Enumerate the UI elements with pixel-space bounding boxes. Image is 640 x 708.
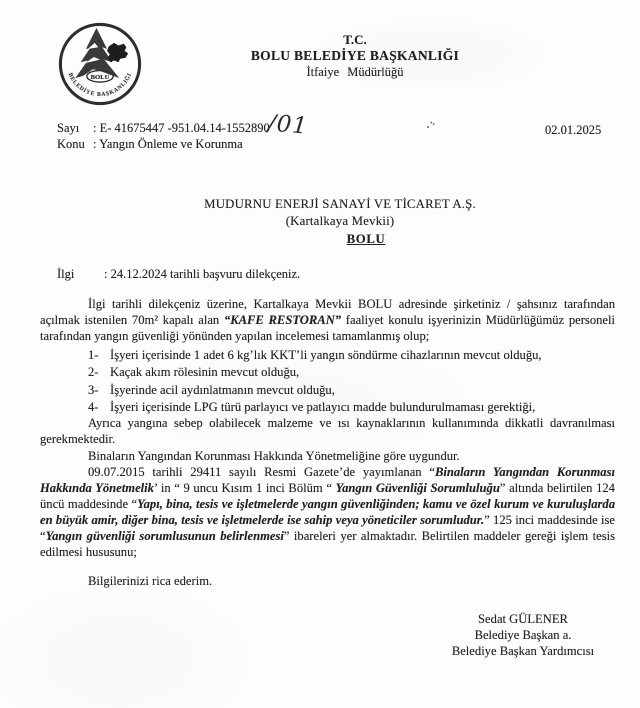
addressee-location: (Kartalkaya Mevkii) — [285, 214, 395, 228]
subject-row — [57, 136, 270, 152]
addressee-name: MUDURNU ENERJİ SANAYİ VE TİCARET A.Ş. — [204, 197, 476, 211]
closing-line: Bilgilerinizi rica ederim. — [88, 573, 213, 588]
subject-value: : Yangın Önleme ve Korunma — [93, 137, 243, 151]
paragraph-legal — [40, 465, 615, 560]
finding-item-3 — [40, 382, 615, 399]
republic-abbreviation: T.C. — [343, 32, 367, 47]
province-silhouette-icon — [107, 43, 128, 62]
paragraph-inspection-text-2: faaliyet konulu işyerinizin Müdürlüğümüz personeli tarafından yangın güvenliği yönünden yapılan incelemesi tamamlanmış olup; — [40, 312, 615, 343]
article-124-quote: Yapı, bina, tesis ve işletmelerde yangın güvenliğinden; kamu ve özel kurum ve kuruluşlarda en büyük amir, diğer bina, tesis ve işletmelerde ise sahip veya yöneticiler sorumludur. — [40, 496, 615, 527]
finding-item-4 — [40, 399, 615, 416]
finding-number-1: 1- — [88, 347, 99, 362]
seal-org-text: BELEDİYE BAŞKANLIĞI — [66, 72, 134, 99]
business-type-quote: “KAFE RESTORAN” — [223, 312, 342, 327]
findings-list — [40, 347, 615, 417]
letter-body — [40, 297, 615, 589]
reference-line — [57, 267, 300, 282]
finding-item-2 — [40, 364, 615, 381]
legal-text-2: ’ in “ 9 uncu Kısım 1 inci Bölüm “ — [153, 480, 336, 495]
legal-text-5: ” ibareleri yer almaktadır. Belirtilen maddeler gereği işlem tesis edilmesi hususunu; — [40, 528, 616, 559]
letterhead — [175, 32, 535, 80]
section-title-quote: Yangın Güvenliği Sorumluluğu — [335, 480, 500, 495]
finding-number-2: 2- — [88, 365, 99, 380]
signature-block — [392, 612, 640, 659]
finding-text-2: Kaçak akım rölesinin mevcut olduğu, — [110, 365, 300, 380]
reference-label: İlgi — [57, 267, 75, 281]
document-date: 02.01.2025 — [545, 123, 602, 137]
subject-label: Konu — [57, 137, 85, 151]
signer-title-1: Belediye Başkan a. — [474, 627, 572, 642]
document-meta — [57, 120, 270, 152]
seal-city-name: BOLU — [90, 73, 110, 81]
finding-number-4: 4- — [88, 399, 99, 414]
addressee-block — [40, 196, 640, 248]
legal-text-4: ” 125 inci maddesinde ise “ — [40, 512, 615, 543]
paragraph-compliance: Binaların Yangından Korunması Hakkında Yönetmeliğine göre uygundur. — [88, 449, 460, 464]
handwritten-annotation: /01 — [266, 110, 310, 140]
reference-value: : 24.12.2024 tarihli başvuru dilekçeniz. — [104, 267, 301, 281]
legal-text-3: ” altında belirtilen 124 üncü maddesinde “ — [40, 480, 615, 511]
number-value: : E- 41675447 -951.04.14-1552890 — [93, 121, 270, 135]
finding-text-4: İşyeri içerisinde LPG türü parlayıcı ve patlayıcı madde bulundurulmaması gerektiği, — [110, 399, 536, 414]
paragraph-inspection — [40, 297, 615, 345]
finding-number-3: 3- — [88, 382, 99, 397]
finding-item-1 — [40, 347, 615, 364]
number-label: Sayı — [57, 121, 80, 135]
document-number-row — [57, 120, 270, 136]
paragraph-inspection-text-1: İlgi tarihli dilekçeniz üzerine, Kartalkaya Mevkii BOLU adresinde şirketiniz / şahsınız tarafından açılmak istenilen 70m² kapalı alan — [40, 297, 615, 327]
seal-banner — [87, 71, 113, 82]
signer-title-2: Belediye Başkan Yardımcısı — [451, 643, 595, 658]
signer-name: Sedat GÜLENER — [478, 612, 568, 626]
addressee-city: BOLU — [346, 232, 386, 246]
department-title: İtfaiye Müdürlüğü — [306, 65, 404, 79]
finding-text-3: İşyerinde acil aydınlatmanın mevcut olduğu, — [110, 382, 335, 397]
paragraph-caution: Ayrıca yangına sebep olabilecek malzeme ve ısı kaynaklarının kullanımında dikkatli davranılması gerekmektedir. — [40, 416, 615, 447]
regulation-title-quote: Binaların Yangından Korunması Hakkında Yönetmelik — [40, 465, 615, 495]
municipality-title: BOLU BELEDİYE BAŞKANLIĞI — [250, 48, 460, 63]
municipality-seal-logo — [56, 20, 144, 108]
addressee-city-line — [40, 231, 640, 248]
legal-text-1: 09.07.2015 tarihli 29411 sayılı Resmi Gazete’de yayımlanan “ — [88, 465, 435, 480]
finding-text-1: İşyeri içerisinde 1 adet 6 kg’lık KKT’li yangın söndürme cihazlarının mevcut olduğu, — [110, 347, 542, 362]
scan-artifact-mark — [427, 126, 429, 128]
article-125-quote: Yangın güvenliği sorumlusunun belirlenmesi — [45, 528, 284, 543]
